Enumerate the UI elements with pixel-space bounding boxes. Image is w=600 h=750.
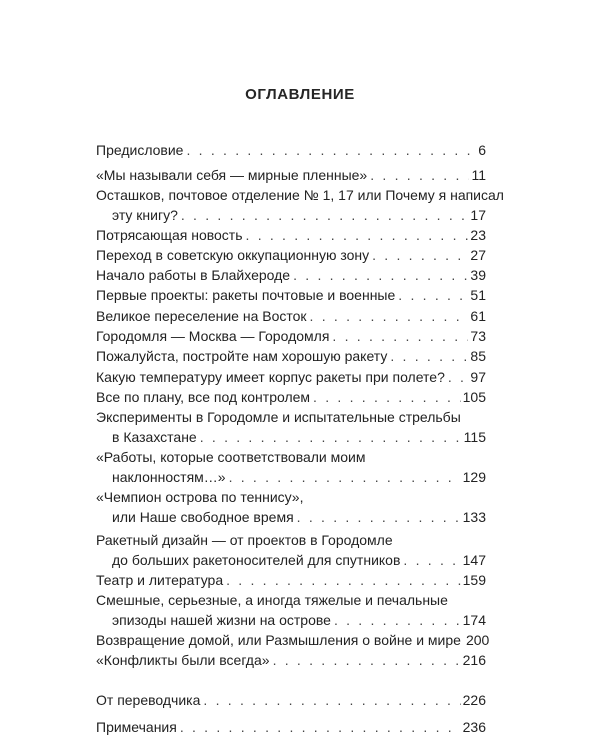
dot-leader [186, 140, 476, 160]
dot-leader [229, 467, 461, 487]
toc-entry-title: «Конфликты были всегда» [96, 652, 270, 668]
toc-page-number: 6 [478, 142, 486, 158]
dot-leader [226, 570, 461, 590]
toc-entry-line [96, 407, 486, 427]
toc-entry-line [96, 387, 486, 407]
toc-entry-line [96, 610, 486, 630]
toc-entry-title: «Мы называли себя — мирные пленные» [96, 167, 368, 183]
toc-entry-line [96, 165, 486, 185]
toc-page-number: 200 [465, 632, 490, 648]
toc-entry-line [96, 570, 486, 590]
toc-entry-title: Примечания [96, 719, 177, 735]
toc-entry-line [96, 326, 486, 346]
dot-leader [390, 346, 468, 366]
toc-entry [96, 570, 486, 590]
toc-page-number: 23 [470, 227, 486, 243]
toc-page-number: 39 [470, 267, 486, 283]
toc-entry-title: до больших ракетоносителей для спутников [112, 552, 401, 568]
dot-leader [297, 507, 461, 527]
dot-leader [200, 427, 462, 447]
toc-entry-title: Осташков, почтовое отделение № 1, 17 или Почему я написал [96, 187, 504, 203]
toc-entry-line [96, 590, 486, 610]
toc-entry [96, 447, 486, 487]
toc-entry-title: Какую температуру имеет корпус ракеты при полете? [96, 369, 445, 385]
toc-entry [96, 225, 486, 245]
toc-entry-title: наклонностям…» [112, 469, 226, 485]
toc-entry-line [96, 225, 486, 245]
toc-entry [96, 717, 486, 737]
toc-page-number: 129 [462, 469, 486, 485]
toc-entry-title: Смешные, серьезные, а иногда тяжелые и печальные [96, 592, 448, 608]
dot-leader [203, 690, 460, 710]
toc-page-number: 174 [462, 612, 486, 628]
toc-entry-title: «Работы, которые соответствовали моим [96, 449, 366, 465]
toc-page-number: 216 [462, 652, 486, 668]
toc-entry-line [96, 427, 486, 447]
dot-leader [372, 245, 468, 265]
toc-page-number: 226 [462, 692, 486, 708]
toc-entry-line [96, 205, 486, 225]
toc-entry [96, 285, 486, 305]
toc-entry-title: в Казахстане [112, 429, 197, 445]
toc-entry-line [96, 245, 486, 265]
toc-entry-title: или Наше свободное время [112, 509, 294, 525]
toc-entry [96, 245, 486, 265]
toc-page-number: 147 [462, 552, 486, 568]
toc-entry-line [96, 367, 486, 387]
toc-page-number: 61 [470, 308, 486, 324]
toc-page-number: 17 [470, 207, 486, 223]
dot-leader [370, 165, 469, 185]
toc-entry-title: Потрясающая новость [96, 227, 243, 243]
toc-page-number: 133 [462, 509, 486, 525]
toc-entry [96, 265, 486, 285]
toc-entry-line [96, 265, 486, 285]
dot-leader [332, 326, 468, 346]
page-title: ОГЛАВЛЕНИЕ [245, 86, 355, 103]
toc-entry [96, 165, 486, 185]
toc-entry-line [96, 530, 486, 550]
toc-entry-title: Предисловие [96, 142, 184, 158]
toc-entry-title: Городомля — Москва — Городомля [96, 328, 330, 344]
toc-entry-title: От переводчика [96, 692, 201, 708]
toc-page-number: 85 [470, 348, 486, 364]
toc-entry-line [96, 630, 490, 650]
toc-entry [96, 590, 486, 630]
dot-leader [334, 610, 461, 630]
toc-entry [96, 306, 486, 326]
toc-page-number: 11 [471, 167, 486, 183]
toc-entry-title: Великое переселение на Восток [96, 308, 307, 324]
toc-entry [96, 367, 486, 387]
toc-entry [96, 326, 486, 346]
dot-leader [293, 265, 468, 285]
dot-leader [273, 650, 461, 670]
toc-entry-title: Ракетный дизайн — от проектов в Городомле [96, 532, 393, 548]
toc-entry-line [96, 717, 486, 737]
dot-leader [246, 225, 469, 245]
dot-leader [398, 285, 468, 305]
toc-entry [96, 140, 486, 160]
toc-page-number: 27 [470, 247, 486, 263]
toc-entry-line [96, 650, 486, 670]
toc-entry [96, 185, 504, 225]
toc-entry-title: Все по плану, все под контролем [96, 389, 311, 405]
toc-page-number: 115 [463, 429, 486, 445]
toc-entry-title: Эксперименты в Городомле и испытательные стрельбы [96, 409, 461, 425]
toc-entry-title: Театр и литература [96, 572, 224, 588]
toc-entry-title: Переход в советскую оккупационную зону [96, 247, 370, 263]
toc-entry-line [96, 306, 486, 326]
toc-entry [96, 690, 486, 710]
toc-entry-title: «Чемпион острова по теннису», [96, 489, 304, 505]
toc-entry-title: Начало работы в Блайхероде [96, 267, 291, 283]
toc-entry-line [96, 285, 486, 305]
toc-entry-line [96, 140, 486, 160]
dot-leader [310, 306, 469, 326]
toc-entry-line [96, 346, 486, 366]
toc-page-number: 51 [470, 287, 486, 303]
toc-entry [96, 407, 486, 447]
toc-entry-line [96, 550, 486, 570]
toc-entry-line [96, 487, 486, 507]
toc-entry-line [96, 447, 486, 467]
dot-leader [180, 717, 461, 737]
toc-entry-title: эту книгу? [112, 207, 178, 223]
toc-page-number: 97 [470, 369, 486, 385]
toc-entry-line [96, 507, 486, 527]
toc-page-number: 159 [462, 572, 486, 588]
toc-entry-line [96, 467, 486, 487]
dot-leader [313, 387, 461, 407]
toc-page-number: 105 [462, 389, 486, 405]
dot-leader [403, 550, 460, 570]
toc-entry-title: эпизоды нашей жизни на острове [112, 612, 331, 628]
dot-leader [181, 205, 469, 225]
toc-page-number: 73 [470, 328, 486, 344]
toc-entry [96, 630, 490, 650]
toc-entry-line [96, 690, 486, 710]
toc-entry [96, 387, 486, 407]
toc-entry [96, 487, 486, 527]
dot-leader [448, 367, 469, 387]
toc-entry-title: Первые проекты: ракеты почтовые и военные [96, 287, 396, 303]
toc-entry [96, 530, 486, 570]
toc-entry-title: Пожалуйста, постройте нам хорошую ракету [96, 348, 388, 364]
toc-page-number: 236 [462, 719, 486, 735]
toc-entry-title: Возвращение домой, или Размышления о войне и мире [96, 632, 461, 648]
toc-entry [96, 346, 486, 366]
toc-entry-line [96, 185, 504, 205]
toc-entry [96, 650, 486, 670]
